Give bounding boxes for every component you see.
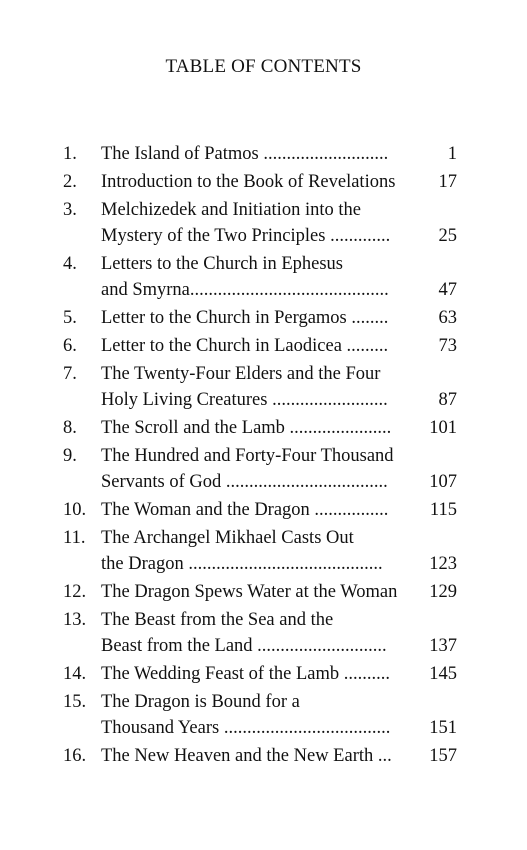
- toc-entry-title: The Woman and the Dragon ................: [101, 500, 389, 520]
- toc-entry-page: 101: [429, 418, 457, 438]
- toc-entry: [0, 689, 527, 741]
- toc-entry-title: The Beast from the Sea and the Beast from the Land ............................: [101, 610, 387, 656]
- toc-entry: [0, 141, 527, 167]
- toc-entry-title: The Island of Patmos ...........................: [101, 144, 389, 164]
- toc-entry-number: 11.: [63, 528, 86, 548]
- toc-entry: [0, 579, 527, 605]
- toc-entry: [0, 197, 527, 249]
- toc-entry-number: 6.: [63, 336, 77, 356]
- toc-entry-number: 10.: [63, 500, 87, 520]
- toc-entry-number: 16.: [63, 746, 87, 766]
- toc-entry-page: 123: [429, 554, 457, 574]
- toc-entry: [0, 333, 527, 359]
- toc-entry: [0, 305, 527, 331]
- toc-entry: [0, 251, 527, 303]
- toc-entry-number: 2.: [63, 172, 77, 192]
- toc-entry: [0, 743, 527, 769]
- toc-entry-number: 12.: [63, 582, 87, 602]
- toc-entry-page: 107: [429, 472, 457, 492]
- toc-entry-page: 17: [438, 172, 457, 192]
- page-title: TABLE OF CONTENTS: [165, 56, 362, 77]
- toc-entry-page: 137: [429, 636, 457, 656]
- toc-entry-title: The Twenty-Four Elders and the Four Holy Living Creatures .........................: [101, 364, 388, 410]
- toc-entry-title: Letter to the Church in Pergamos ........: [101, 308, 389, 328]
- toc-entry-number: 8.: [63, 418, 77, 438]
- toc-entry: [0, 661, 527, 687]
- toc-entry-number: 5.: [63, 308, 77, 328]
- toc-entry-title: Letter to the Church in Laodicea .........: [101, 336, 389, 356]
- toc-entry-title: Melchizedek and Initiation into the Mystery of the Two Principles .............: [101, 200, 391, 246]
- toc-entry: [0, 497, 527, 523]
- table-of-contents: [0, 141, 527, 771]
- toc-entry-page: 87: [438, 390, 457, 410]
- toc-entry-page: 47: [438, 280, 457, 300]
- toc-entry-number: 14.: [63, 664, 87, 684]
- toc-entry-number: 15.: [63, 692, 87, 712]
- toc-entry: [0, 169, 527, 195]
- toc-entry-number: 4.: [63, 254, 77, 274]
- toc-entry-title: The Dragon Spews Water at the Woman: [101, 582, 398, 602]
- toc-entry: [0, 361, 527, 413]
- toc-entry: [0, 607, 527, 659]
- toc-entry-page: 151: [429, 718, 457, 738]
- toc-entry-title: The Scroll and the Lamb ......................: [101, 418, 392, 438]
- toc-entry-title: The Dragon is Bound for a Thousand Years ....................................: [101, 692, 391, 738]
- toc-entry-number: 13.: [63, 610, 87, 630]
- toc-entry-title: The Archangel Mikhael Casts Out the Dragon ..........................................: [101, 528, 383, 574]
- toc-entry-page: 115: [429, 500, 457, 520]
- toc-entry-number: 7.: [63, 364, 77, 384]
- toc-entry-number: 9.: [63, 446, 77, 466]
- toc-entry-title: The Hundred and Forty-Four Thousand Servants of God ...................................: [101, 446, 394, 492]
- toc-entry-page: 1: [447, 144, 457, 164]
- toc-entry-page: 63: [438, 308, 457, 328]
- toc-entry: [0, 525, 527, 577]
- toc-entry-number: 1.: [63, 144, 77, 164]
- toc-entry-page: 25: [438, 226, 457, 246]
- toc-entry-title: Introduction to the Book of Revelations: [101, 172, 396, 192]
- toc-entry-title: The Wedding Feast of the Lamb ..........: [101, 664, 390, 684]
- toc-entry-title: Letters to the Church in Ephesus and Smyrna...........................................: [101, 254, 389, 300]
- toc-entry: [0, 415, 527, 441]
- toc-entry-page: 129: [429, 582, 457, 602]
- toc-entry-number: 3.: [63, 200, 77, 220]
- toc-entry-page: 145: [429, 664, 457, 684]
- toc-entry: [0, 443, 527, 495]
- toc-entry-page: 157: [429, 746, 457, 766]
- toc-entry-title: The New Heaven and the New Earth ...: [101, 746, 392, 766]
- toc-entry-page: 73: [438, 336, 457, 356]
